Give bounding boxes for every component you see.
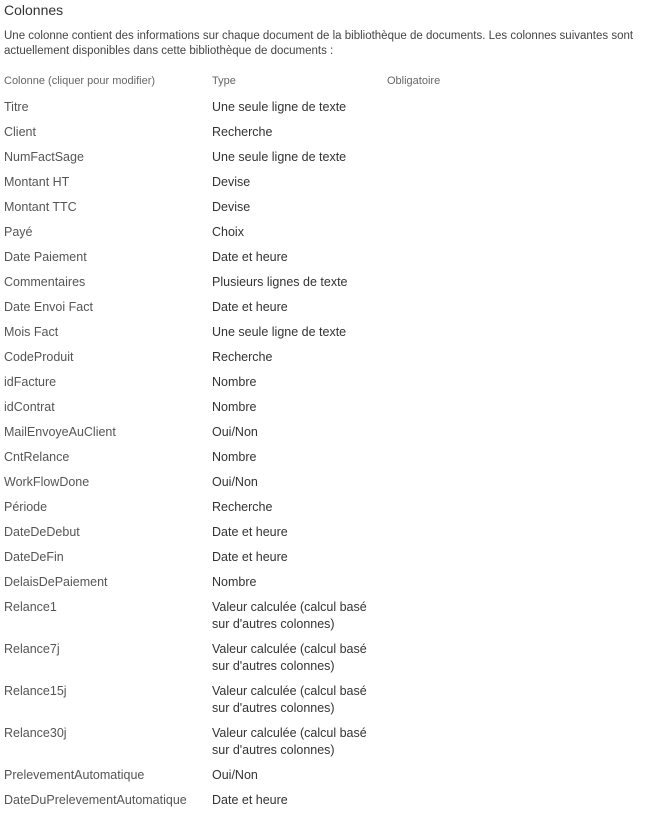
table-header <box>0 75 648 91</box>
section-title: Colonnes <box>4 2 64 18</box>
table-row <box>0 683 648 717</box>
column-name-link[interactable]: Date Envoi Fact <box>4 300 93 314</box>
column-name-link[interactable]: DateDeDebut <box>4 525 80 539</box>
table-row <box>0 725 648 759</box>
column-type: Oui/Non <box>212 768 258 782</box>
column-name-link[interactable]: DateDuPrelevementAutomatique <box>4 793 187 807</box>
column-name-link[interactable]: Date Paiement <box>4 250 87 264</box>
column-name-link[interactable]: idFacture <box>4 375 57 389</box>
column-name-link[interactable]: idContrat <box>4 400 55 414</box>
column-type: Date et heure <box>212 550 288 564</box>
table-row <box>0 599 648 633</box>
column-type: Valeur calculée (calcul basé sur d'autres colonnes) <box>212 684 367 715</box>
column-type: Date et heure <box>212 793 288 807</box>
table-row <box>0 499 648 516</box>
table-row <box>0 99 648 116</box>
column-name-link[interactable]: Période <box>4 500 48 514</box>
table-row <box>0 574 648 591</box>
column-name-link[interactable]: Client <box>4 125 36 139</box>
column-name-link[interactable]: Relance7j <box>4 642 60 656</box>
column-name-link[interactable]: NumFactSage <box>4 150 84 164</box>
column-type: Nombre <box>212 450 257 464</box>
table-row <box>0 199 648 216</box>
column-name-link[interactable]: Montant HT <box>4 175 70 189</box>
column-type: Une seule ligne de texte <box>212 325 347 339</box>
column-header-type: Type <box>212 75 236 87</box>
column-name-link[interactable]: Mois Fact <box>4 325 59 339</box>
table-row <box>0 249 648 266</box>
column-header-required: Obligatoire <box>387 75 441 87</box>
section-description: Une colonne contient des informations sur chaque document de la bibliothèque de documents. Les colonnes suivantes sont actuellement disponibles dans cette bibliothèque de documents : <box>4 30 634 57</box>
column-type: Oui/Non <box>212 475 258 489</box>
column-type: Devise <box>212 175 251 189</box>
column-name-link[interactable]: Relance1 <box>4 600 57 614</box>
column-type: Valeur calculée (calcul basé sur d'autres colonnes) <box>212 600 367 631</box>
table-row <box>0 374 648 391</box>
column-name-link[interactable]: WorkFlowDone <box>4 475 90 489</box>
column-type: Devise <box>212 200 251 214</box>
column-type: Recherche <box>212 125 273 139</box>
column-name-link[interactable]: DateDeFin <box>4 550 64 564</box>
table-row <box>0 224 648 241</box>
column-type: Recherche <box>212 350 273 364</box>
column-type: Valeur calculée (calcul basé sur d'autres colonnes) <box>212 642 367 673</box>
table-row <box>0 474 648 491</box>
table-row <box>0 174 648 191</box>
column-name-link[interactable]: CodeProduit <box>4 350 74 364</box>
column-type: Date et heure <box>212 300 288 314</box>
table-row <box>0 274 648 291</box>
column-header-name: Colonne (cliquer pour modifier) <box>4 75 156 87</box>
column-name-link[interactable]: Montant TTC <box>4 200 77 214</box>
column-type: Une seule ligne de texte <box>212 100 347 114</box>
table-row <box>0 349 648 366</box>
column-type: Nombre <box>212 575 257 589</box>
column-name-link[interactable]: Titre <box>4 100 29 114</box>
table-row <box>0 399 648 416</box>
column-type: Nombre <box>212 375 257 389</box>
column-type: Choix <box>212 225 244 239</box>
table-row <box>0 424 648 441</box>
column-type: Date et heure <box>212 250 288 264</box>
table-row <box>0 524 648 541</box>
table-row <box>0 549 648 566</box>
column-name-link[interactable]: Payé <box>4 225 33 239</box>
column-type: Recherche <box>212 500 273 514</box>
column-type: Une seule ligne de texte <box>212 150 347 164</box>
table-row <box>0 124 648 141</box>
column-type: Date et heure <box>212 525 288 539</box>
table-row <box>0 792 648 809</box>
table-row <box>0 767 648 784</box>
column-name-link[interactable]: MailEnvoyeAuClient <box>4 425 116 439</box>
table-row <box>0 299 648 316</box>
column-name-link[interactable]: Relance30j <box>4 726 67 740</box>
column-name-link[interactable]: Relance15j <box>4 684 67 698</box>
column-type: Oui/Non <box>212 425 258 439</box>
column-name-link[interactable]: PrelevementAutomatique <box>4 768 145 782</box>
table-row <box>0 449 648 466</box>
column-type: Valeur calculée (calcul basé sur d'autres colonnes) <box>212 726 367 757</box>
column-type: Nombre <box>212 400 257 414</box>
columns-list <box>0 99 648 817</box>
column-name-link[interactable]: CntRelance <box>4 450 70 464</box>
column-name-link[interactable]: DelaisDePaiement <box>4 575 108 589</box>
table-row <box>0 149 648 166</box>
column-name-link[interactable]: Commentaires <box>4 275 86 289</box>
table-row <box>0 641 648 675</box>
table-row <box>0 324 648 341</box>
column-type: Plusieurs lignes de texte <box>212 275 348 289</box>
